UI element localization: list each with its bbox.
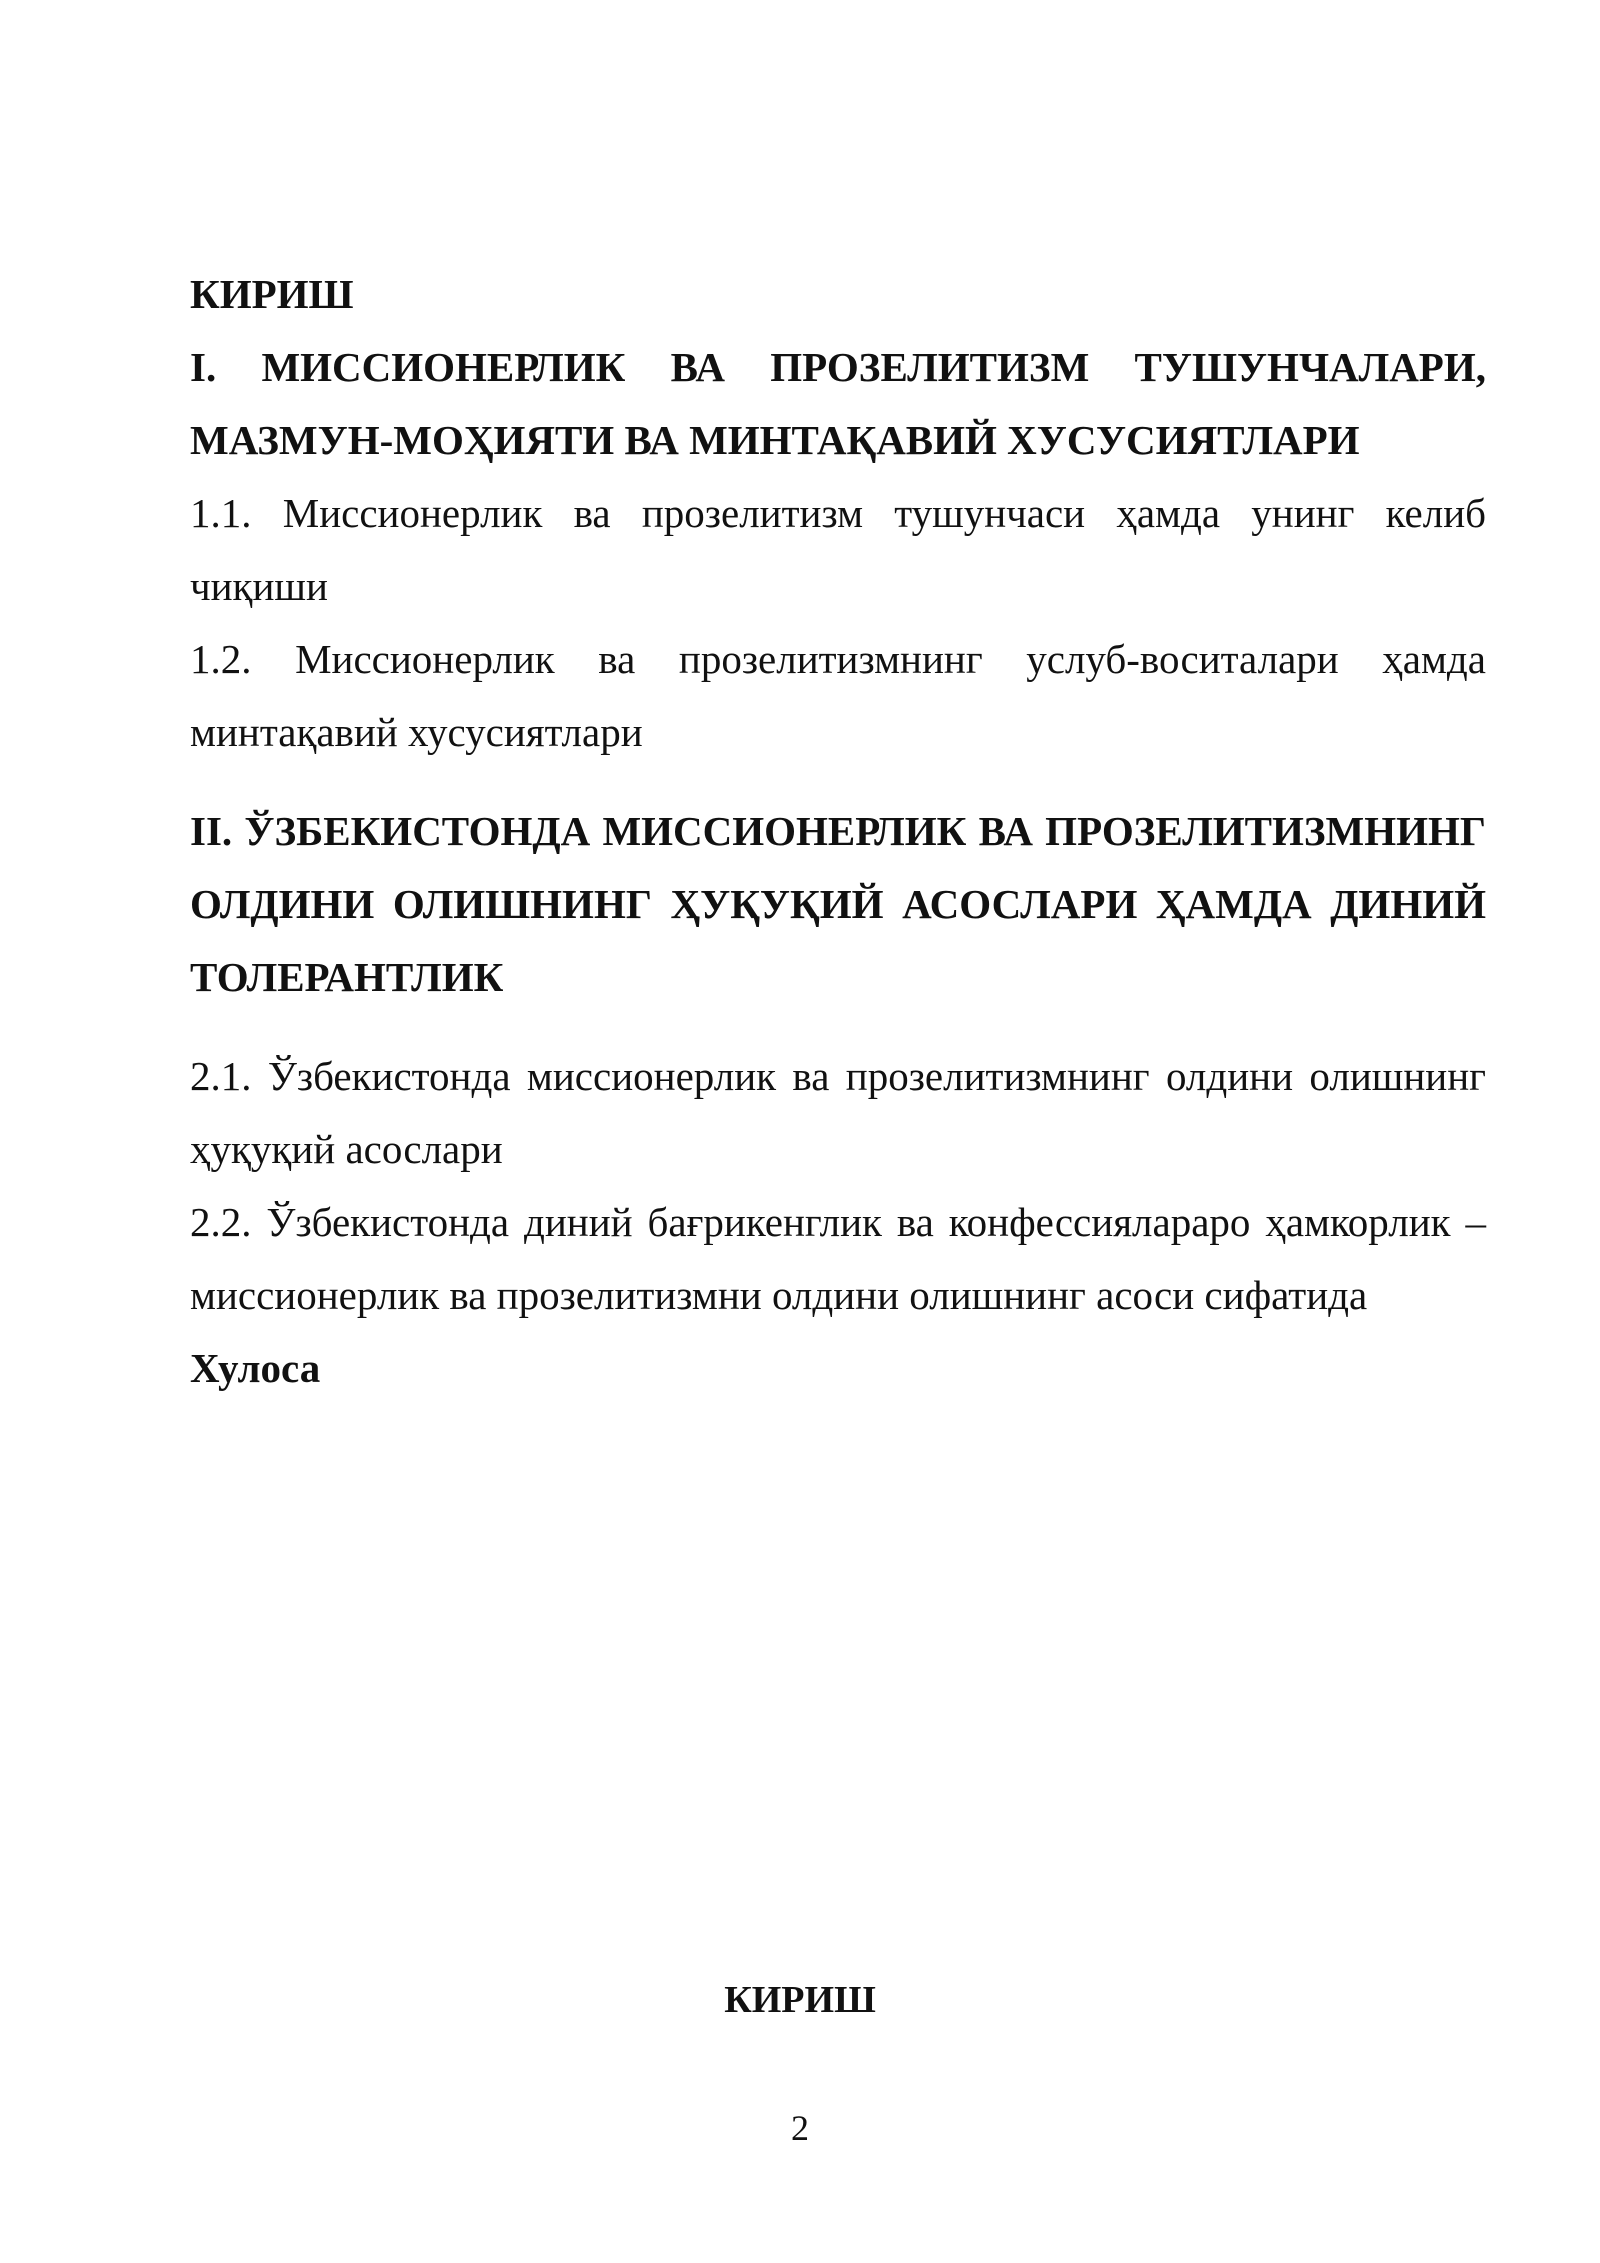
toc-chapter-2-title: II. ЎЗБЕКИСТОНДА МИССИОНЕРЛИК ВА ПРОЗЕЛИТИЗМНИНГ ОЛДИНИ ОЛИШНИНГ ҲУҚУҚИЙ АСОСЛАРИ ҲАМДА ДИНИЙ ТОЛЕРАНТЛИК xyxy=(190,808,1486,1000)
table-of-contents xyxy=(190,258,1486,1405)
spacer xyxy=(190,1014,1486,1040)
toc-chapter-1-title: I. МИССИОНЕРЛИК ВА ПРОЗЕЛИТИЗМ ТУШУНЧАЛАРИ, МАЗМУН-МОҲИЯТИ ВА МИНТАҚАВИЙ ХУСУСИЯТЛАРИ xyxy=(190,344,1486,463)
toc-intro-entry: КИРИШ xyxy=(190,271,354,317)
toc-section-2-2: 2.2. Ўзбекистонда диний бағрикенглик ва конфессиялараро ҳамкорлик – миссионерлик ва прозелитизмни олдини олишнинг асоси сифатида xyxy=(190,1199,1486,1318)
toc-section-1-2: 1.2. Миссионерлик ва прозелитизмнинг услуб-воситалари ҳамда минтақавий хусусиятлари xyxy=(190,636,1486,755)
page-number: 2 xyxy=(791,2108,809,2148)
spacer xyxy=(190,769,1486,795)
toc-section-2-1: 2.1. Ўзбекистонда миссионерлик ва прозелитизмнинг олдини олишнинг ҳуқуқий асослари xyxy=(190,1053,1486,1172)
toc-conclusion-entry: Хулоса xyxy=(190,1345,321,1391)
body-section-heading: КИРИШ xyxy=(724,1979,876,2021)
toc-section-1-1: 1.1. Миссионерлик ва прозелитизм тушунчаси ҳамда унинг келиб чиқиши xyxy=(190,490,1486,609)
